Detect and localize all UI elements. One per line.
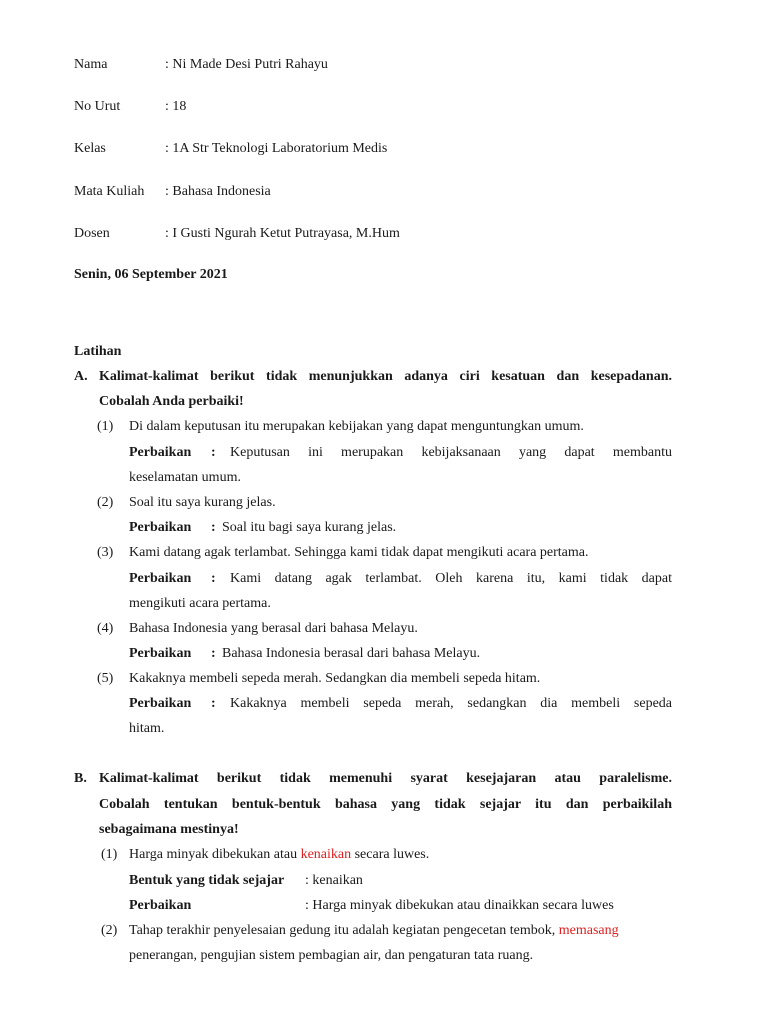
item-a1-fix-label: Perbaikan [129,445,192,460]
item-b1-sentence-before: Harga minyak dibekukan atau [129,847,301,862]
item-a1-fix-colon: : [211,445,216,460]
item-b2-line1 [129,918,619,943]
item-b1-fix-label: Perbaikan [129,898,192,913]
value-dosen: : I Gusti Ngurah Ketut Putrayasa, M.Hum [165,226,400,241]
item-a3-fix-label: Perbaikan [129,571,192,586]
item-a2-fix-label: Perbaikan [129,520,192,535]
section-a-heading-line2: Cobalah Anda perbaiki! [99,394,244,409]
item-a1-fix-line2: keselamatan umum. [129,470,241,485]
exercise-title: Latihan [74,344,122,359]
item-b1-sentence [129,842,429,867]
item-a5-sentence: Kakaknya membeli sepeda merah. Sedangkan dia membeli sepeda hitam. [129,671,541,686]
section-b-heading-line3: sebagaimana mestinya! [99,822,239,837]
section-b-heading-line2: Cobalah tentukan bentuk-bentuk bahasa yang tidak sejajar itu dan perbaikilah [99,797,672,812]
item-b2-number: (2) [101,923,118,938]
value-nama: : Ni Made Desi Putri Rahayu [165,57,328,72]
item-b2-line2: penerangan, pengujian sistem pembagian air, dan pengaturan tata ruang. [129,948,534,963]
item-a3-fix-line1: Kami datang agak terlambat. Oleh karena itu, kami tidak dapat [230,571,672,586]
item-b1-form-value: : kenaikan [305,873,363,888]
item-a5-fix-label: Perbaikan [129,696,192,711]
item-a5-fix-line2: hitam. [129,721,165,736]
item-a3-fix-line2: mengikuti acara pertama. [129,596,271,611]
item-b2-line1-before: Tahap terakhir penyelesaian gedung itu adalah kegiatan pengecetan tembok, [129,923,559,938]
item-a1-fix-line1: Keputusan ini merupakan kebijaksanaan yang dapat membantu [230,445,672,460]
value-no-urut: : 18 [165,99,187,114]
item-b1-sentence-after: secara luwes. [351,847,430,862]
item-a5-fix-line1: Kakaknya membeli sepeda merah, sedangkan dia membeli sepeda [230,696,672,711]
item-a4-number: (4) [97,621,114,636]
item-a4-fix-label: Perbaikan [129,646,192,661]
label-nama: Nama [74,57,108,72]
item-b2-highlight: memasang [558,923,619,938]
item-a2-sentence: Soal itu saya kurang jelas. [129,495,276,510]
label-no-urut: No Urut [74,99,121,114]
item-a2-fix-line1: Soal itu bagi saya kurang jelas. [222,520,397,535]
section-b-letter: B. [74,771,87,786]
item-a2-number: (2) [97,495,114,510]
label-kelas: Kelas [74,141,106,156]
item-a4-fix-line1: Bahasa Indonesia berasal dari bahasa Melayu. [222,646,481,661]
item-b1-highlight: kenaikan [300,847,352,862]
value-mata-kuliah: : Bahasa Indonesia [165,184,271,199]
item-a2-fix-colon: : [211,520,216,535]
item-a1-number: (1) [97,419,114,434]
item-a1-sentence: Di dalam keputusan itu merupakan kebijakan yang dapat menguntungkan umum. [129,419,584,434]
item-a5-fix-colon: : [211,696,216,711]
section-a-letter: A. [74,369,88,384]
item-a3-fix-colon: : [211,571,216,586]
document-date: Senin, 06 September 2021 [74,267,228,282]
item-b1-number: (1) [101,847,118,862]
label-dosen: Dosen [74,226,110,241]
item-a5-number: (5) [97,671,114,686]
value-kelas: : 1A Str Teknologi Laboratorium Medis [165,141,388,156]
item-b1-fix-value: : Harga minyak dibekukan atau dinaikkan secara luwes [305,898,614,913]
label-mata-kuliah: Mata Kuliah [74,184,145,199]
item-a3-number: (3) [97,545,114,560]
item-a4-fix-colon: : [211,646,216,661]
section-a-heading-line1: Kalimat-kalimat berikut tidak menunjukkan adanya ciri kesatuan dan kesepadanan. [99,369,672,384]
item-a3-sentence: Kami datang agak terlambat. Sehingga kami tidak dapat mengikuti acara pertama. [129,545,589,560]
item-a4-sentence: Bahasa Indonesia yang berasal dari bahasa Melayu. [129,621,418,636]
section-b-heading-line1: Kalimat-kalimat berikut tidak memenuhi syarat kesejajaran atau paralelisme. [99,771,672,786]
item-b1-form-label: Bentuk yang tidak sejajar [129,873,285,888]
